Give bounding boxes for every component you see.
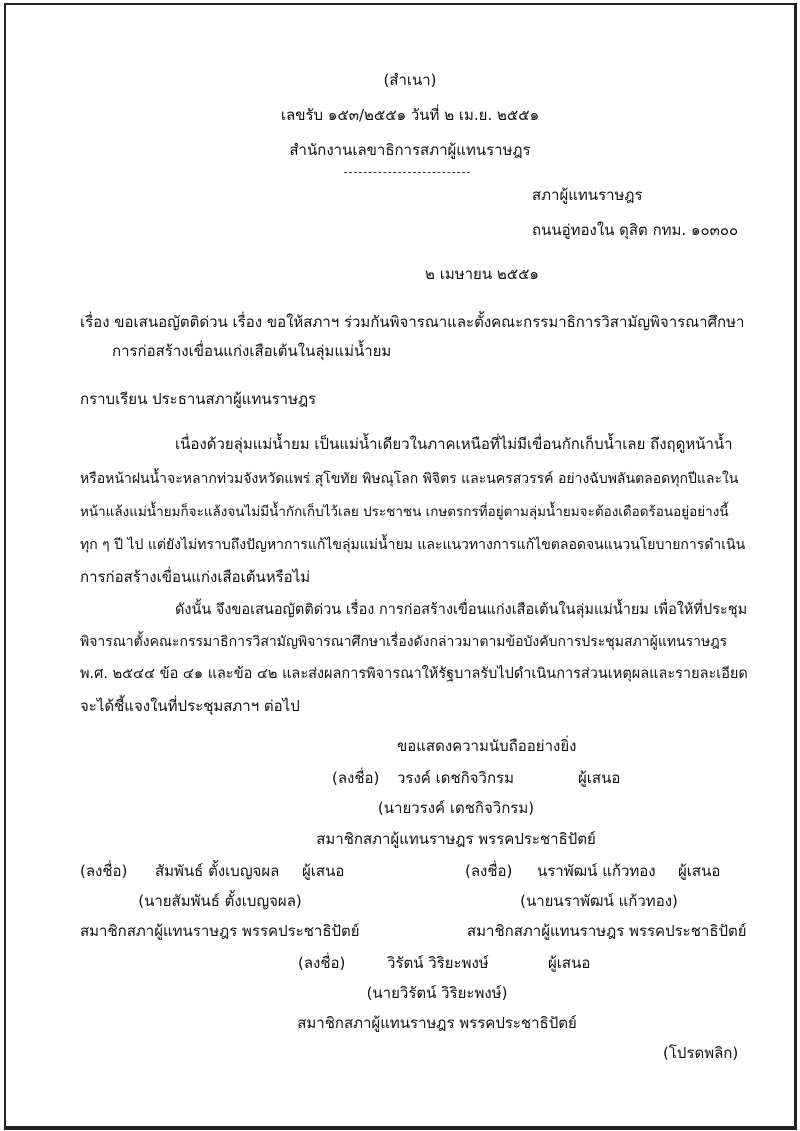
paragraph-1-line: เนื่องด้วยลุ่มแม่น้ำยม เป็นแม่น้ำเดียวในภาคเหนือที่ไม่มีเขื่อนกักเก็บน้ำเลย ถึงฤดูหน้าน้ำ bbox=[175, 435, 733, 453]
sign-label: (ลงชื่อ) bbox=[332, 769, 380, 787]
signer-1-name: วรงค์ เดชกิจวิกรม bbox=[397, 769, 514, 787]
turn-over-note: (โปรดพลิก) bbox=[663, 1044, 739, 1062]
paragraph-1-line: การก่อสร้างเขื่อนแก่งเสือเต้นหรือไม่ bbox=[80, 568, 311, 586]
paragraph-1-line: หรือหน้าฝนน้ำจะหลากท่วมจังหวัดแพร่ สุโขทัย พิษณุโลก พิจิตร และนครสวรรค์ อย่างฉับพลันตลอดทุกปีและใน bbox=[80, 471, 739, 487]
sign-label: (ลงชื่อ) bbox=[465, 862, 513, 880]
subject-line-1: เรื่อง ขอเสนอญัตติด่วน เรื่อง ขอให้สภาฯ ร่วมกันพิจารณาและตั้งคณะกรรมาธิการวิสามัญพิจารณาศึกษา bbox=[80, 313, 745, 331]
receipt-number: เลขรับ ๑๕๓/๒๕๕๑ วันที่ ๒ เม.ย. ๒๕๕๑ bbox=[280, 106, 540, 124]
signer-2-title: สมาชิกสภาผู้แทนราษฎร พรรคประชาธิปัตย์ bbox=[80, 922, 360, 940]
subject-line-2: การก่อสร้างเขื่อนแก่งเสือเต้นในลุ่มแม่น้ำยม bbox=[112, 342, 392, 360]
paragraph-2-line: พ.ศ. ๒๕๔๔ ข้อ ๔๑ และข้อ ๔๒ และส่งผลการพิจารณาให้รัฐบาลรับไปดำเนินการส่วนเหตุผลและรายละเอียด bbox=[80, 666, 748, 682]
signer-4-name: วิรัตน์ วิริยะพงษ์ bbox=[387, 954, 489, 972]
signer-role: ผู้เสนอ bbox=[302, 862, 345, 880]
copy-label: (สำเนา) bbox=[383, 71, 437, 89]
paragraph-2-line: จะได้ชี้แจงในที่ประชุมสภาฯ ต่อไป bbox=[80, 697, 300, 715]
paragraph-1-line: หน้าแล้งแม่น้ำยมก็จะแล้งจนไม่มีน้ำกักเก็บไว้เลย ประชาชน เกษตรกรที่อยู่ตามลุ่มน้ำยมจะต้องเดือดร้อนอยู่อย่างนี้ bbox=[80, 504, 729, 520]
signer-role: ผู้เสนอ bbox=[548, 954, 591, 972]
signer-4-title: สมาชิกสภาผู้แทนราษฎร พรรคประชาธิปัตย์ bbox=[297, 1014, 577, 1032]
signer-4-full-name: (นายวิรัตน์ วิริยะพงษ์) bbox=[366, 984, 508, 1002]
signer-role: ผู้เสนอ bbox=[678, 862, 721, 880]
signer-3-full-name: (นายนราพัฒน์ แก้วทอง) bbox=[520, 892, 678, 910]
closing: ขอแสดงความนับถืออย่างยิ่ง bbox=[397, 737, 577, 755]
signer-3-title: สมาชิกสภาผู้แทนราษฎร พรรคประชาธิปัตย์ bbox=[467, 922, 747, 940]
salutation: กราบเรียน ประธานสภาผู้แทนราษฎร bbox=[80, 390, 317, 408]
signer-3-name: นราพัฒน์ แก้วทอง bbox=[537, 862, 656, 880]
signer-role: ผู้เสนอ bbox=[578, 769, 621, 787]
address-line-2: ถนนอู่ทองใน ดุสิต กทม. ๑๐๓๐๐ bbox=[532, 221, 739, 239]
signer-1-title: สมาชิกสภาผู้แทนราษฎร พรรคประชาธิปัตย์ bbox=[316, 830, 596, 848]
signer-2-full-name: (นายสัมพันธ์ ตั้งเบญจผล) bbox=[138, 892, 302, 910]
sign-label: (ลงชื่อ) bbox=[298, 954, 346, 972]
paragraph-2-line: พิจารณาตั้งคณะกรรมาธิการวิสามัญพิจารณาศึกษาเรื่องดังกล่าวมาตามข้อบังคับการประชุมสภาผู้แทนราษฎร bbox=[80, 634, 728, 650]
sign-label: (ลงชื่อ) bbox=[80, 862, 128, 880]
divider-line bbox=[344, 172, 470, 173]
paragraph-1-line: ทุก ๆ ปี ไป แต่ยังไม่ทราบถึงปัญหาการแก้ไขลุ่มแม่น้ำยม และแนวทางการแก้ไขตลอดจนแนวนโยบายการดำเนิน bbox=[80, 537, 746, 553]
address-line-1: สภาผู้แทนราษฎร bbox=[532, 186, 643, 204]
paragraph-2-line: ดังนั้น จึงขอเสนอญัตติด่วน เรื่อง การก่อสร้างเขื่อนแก่งเสือเต้นในลุ่มแม่น้ำยม เพื่อให้ที่ประชุม bbox=[175, 602, 748, 618]
signer-2-name: สัมพันธ์ ตั้งเบญจผล bbox=[155, 862, 280, 880]
office-name: สำนักงานเลขาธิการสภาผู้แทนราษฎร bbox=[289, 141, 531, 159]
signer-1-full-name: (นายวรงค์ เดชกิจวิกรม) bbox=[377, 799, 535, 817]
document-date: ๒ เมษายน ๒๕๕๑ bbox=[425, 265, 539, 283]
